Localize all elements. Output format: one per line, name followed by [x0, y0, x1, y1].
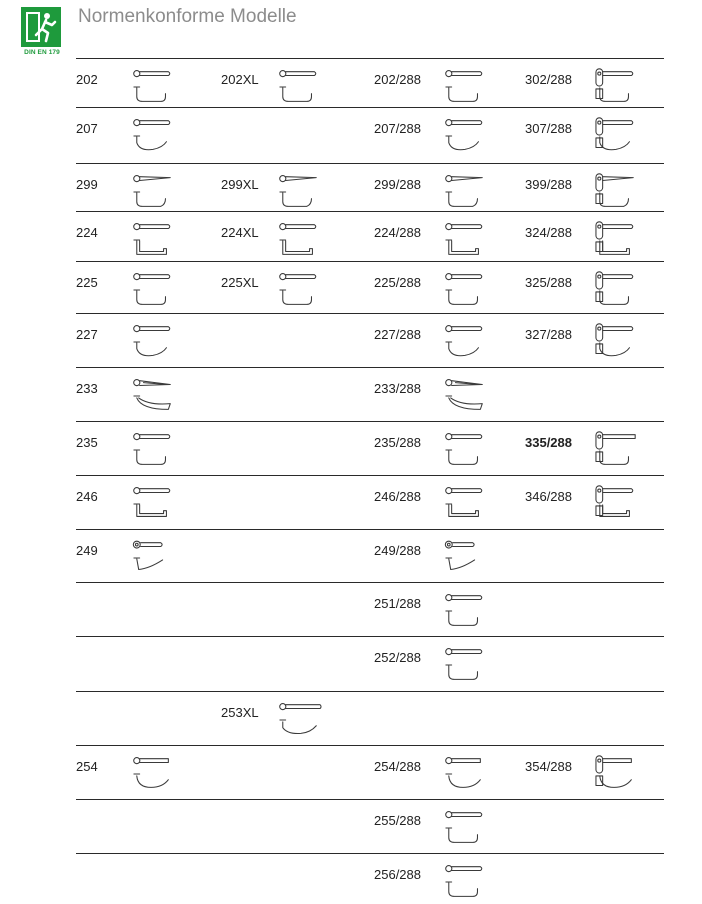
oval-plate-sweep-lever-icon — [595, 322, 639, 362]
straight-u-lever-icon — [444, 808, 488, 848]
sweep-lever-icon — [132, 322, 176, 362]
model-number: 227/288 — [374, 327, 421, 342]
curved-lever-icon — [132, 116, 176, 156]
table-row — [76, 636, 664, 692]
table-row — [76, 745, 664, 800]
model-number: 235 — [76, 435, 98, 450]
model-number: 225 — [76, 275, 98, 290]
straight-u-lever-icon — [444, 67, 488, 107]
model-number: 233/288 — [374, 381, 421, 396]
model-cell — [374, 583, 522, 637]
table-row — [76, 313, 664, 368]
model-number: 346/288 — [525, 489, 572, 504]
din-en-179-logo — [19, 7, 65, 60]
model-cell — [374, 422, 522, 476]
model-number: 249 — [76, 543, 98, 558]
straight-u-lever-icon — [444, 591, 488, 631]
model-cell — [374, 368, 522, 422]
table-row — [76, 261, 664, 314]
straight-u-lever-icon — [278, 270, 322, 310]
table-row — [76, 107, 664, 164]
model-cell — [374, 854, 522, 904]
straight-u-lever-icon — [444, 862, 488, 902]
straight-u-lever-icon — [132, 430, 176, 470]
table-row — [76, 582, 664, 637]
model-number: 224XL — [221, 225, 259, 240]
model-cell — [76, 59, 224, 108]
model-cell — [525, 164, 673, 212]
sweep-lever-icon — [444, 322, 488, 362]
model-cell — [374, 637, 522, 692]
model-cell — [76, 530, 224, 583]
table-row — [76, 421, 664, 476]
model-number: 225XL — [221, 275, 259, 290]
l-lever-icon — [444, 220, 488, 260]
table-row — [76, 475, 664, 530]
oval-plate-u-lever-icon — [595, 270, 639, 310]
oval-plate-l-lever-icon — [595, 220, 639, 260]
model-number: 235/288 — [374, 435, 421, 450]
model-number: 224/288 — [374, 225, 421, 240]
straight-u-lever-icon — [132, 270, 176, 310]
table-row — [76, 691, 664, 746]
model-cell — [525, 212, 673, 262]
tapered-u-lever-icon — [132, 172, 176, 212]
model-cell — [76, 368, 224, 422]
model-number: 354/288 — [525, 759, 572, 774]
model-cell — [76, 108, 224, 164]
model-cell — [221, 692, 369, 746]
straight-u-lever-icon — [132, 67, 176, 107]
model-number: 324/288 — [525, 225, 572, 240]
model-number: 299 — [76, 177, 98, 192]
oval-plate-curved-lever-icon — [595, 116, 639, 156]
model-number: 251/288 — [374, 596, 421, 611]
model-number: 246/288 — [374, 489, 421, 504]
model-cell — [374, 314, 522, 368]
model-number: 253XL — [221, 705, 259, 720]
model-cell — [525, 746, 673, 800]
square-u-lever-icon — [132, 484, 176, 524]
tapered-u-lever-icon — [278, 172, 322, 212]
model-cell — [76, 476, 224, 530]
model-number: 327/288 — [525, 327, 572, 342]
model-number: 299XL — [221, 177, 259, 192]
straight-u-lever-icon — [444, 270, 488, 310]
emergency-exit-icon — [21, 7, 61, 47]
long-curved-lever-icon — [278, 700, 322, 740]
model-number: 249/288 — [374, 543, 421, 558]
wedge-lever-icon — [132, 376, 176, 416]
oval-plate-tapered-lever-icon — [595, 172, 639, 212]
table-row — [76, 367, 664, 422]
bow-lever-icon — [444, 754, 488, 794]
model-number: 307/288 — [525, 121, 572, 136]
straight-u-lever-icon — [444, 430, 488, 470]
round-rose-hook-lever-icon — [444, 538, 488, 578]
model-number: 233 — [76, 381, 98, 396]
table-row — [76, 163, 664, 212]
model-cell — [374, 59, 522, 108]
model-cell — [525, 314, 673, 368]
model-number: 254/288 — [374, 759, 421, 774]
l-lever-icon — [132, 220, 176, 260]
model-cell — [76, 314, 224, 368]
model-number: 254 — [76, 759, 98, 774]
oval-plate-long-lever-icon — [595, 430, 639, 470]
model-number: 202XL — [221, 72, 259, 87]
l-lever-icon — [278, 220, 322, 260]
model-cell — [374, 262, 522, 314]
model-number: 302/288 — [525, 72, 572, 87]
table-row — [76, 58, 664, 108]
model-number: 299/288 — [374, 177, 421, 192]
model-cell — [374, 746, 522, 800]
table-row — [76, 529, 664, 583]
curved-lever-icon — [444, 116, 488, 156]
model-number: 224 — [76, 225, 98, 240]
model-cell — [525, 476, 673, 530]
square-u-lever-icon — [444, 484, 488, 524]
model-cell — [76, 164, 224, 212]
oval-plate-u-lever-icon — [595, 67, 639, 107]
model-cell — [76, 746, 224, 800]
round-rose-hook-lever-icon — [132, 538, 176, 578]
model-cell — [76, 422, 224, 476]
logo-label: DIN EN 179 — [24, 49, 60, 56]
model-cell — [525, 59, 673, 108]
model-cell — [374, 108, 522, 164]
model-number: 246 — [76, 489, 98, 504]
model-number: 202 — [76, 72, 98, 87]
oval-plate-bow-lever-icon — [595, 754, 639, 794]
model-number: 202/288 — [374, 72, 421, 87]
model-number: 255/288 — [374, 813, 421, 828]
straight-u-lever-icon — [444, 645, 488, 685]
model-number: 227 — [76, 327, 98, 342]
model-number: 399/288 — [525, 177, 572, 192]
model-cell — [221, 262, 369, 314]
model-cell — [525, 108, 673, 164]
oval-plate-square-lever-icon — [595, 484, 639, 524]
model-cell — [76, 262, 224, 314]
table-row — [76, 211, 664, 262]
model-cell — [374, 164, 522, 212]
straight-u-lever-icon — [278, 67, 322, 107]
model-number: 225/288 — [374, 275, 421, 290]
model-cell — [525, 422, 673, 476]
model-cell — [221, 164, 369, 212]
page-title: Normenkonforme Modelle — [78, 6, 297, 27]
model-cell — [525, 262, 673, 314]
model-cell — [374, 476, 522, 530]
model-number: 335/288 — [525, 435, 572, 450]
model-number: 207/288 — [374, 121, 421, 136]
model-cell — [221, 212, 369, 262]
model-cell — [221, 59, 369, 108]
model-cell — [374, 212, 522, 262]
wedge-lever-icon — [444, 376, 488, 416]
model-number: 256/288 — [374, 867, 421, 882]
model-number: 207 — [76, 121, 98, 136]
tapered-u-lever-icon — [444, 172, 488, 212]
table-row — [76, 799, 664, 854]
model-number: 325/288 — [525, 275, 572, 290]
model-number: 252/288 — [374, 650, 421, 665]
model-cell — [374, 530, 522, 583]
model-cell — [76, 212, 224, 262]
model-cell — [374, 800, 522, 854]
table-row — [76, 853, 664, 904]
bow-lever-icon — [132, 754, 176, 794]
